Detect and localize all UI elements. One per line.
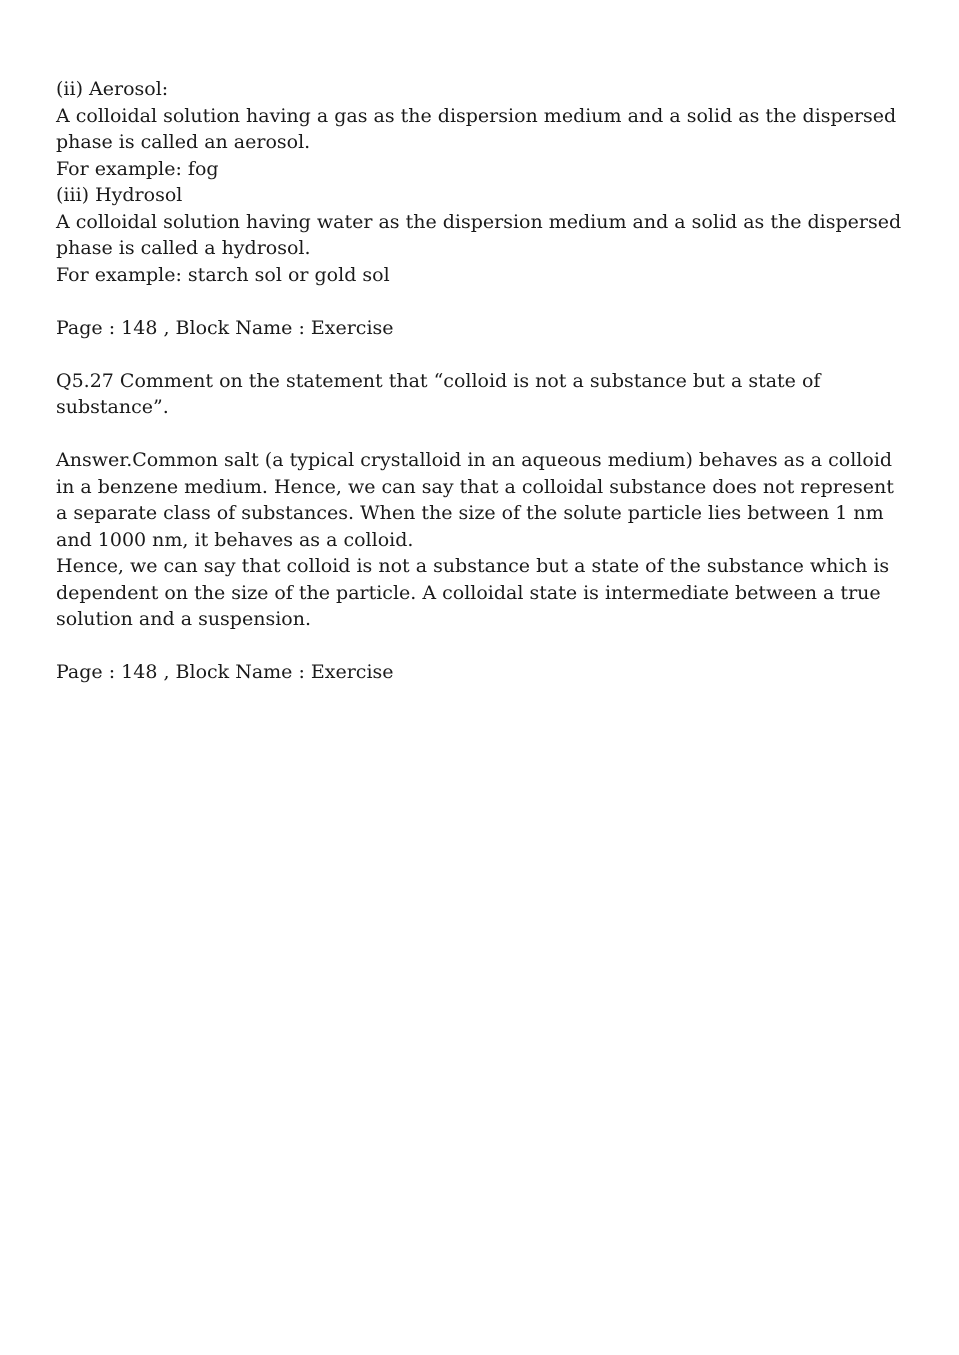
answer-paragraph-2: Hence, we can say that colloid is not a substance but a state of the substance which is dependent on the size of the particle. A colloidal state is intermediate between a true solution and a suspension. <box>56 555 890 630</box>
aerosol-example: For example: fog <box>56 157 219 180</box>
aerosol-heading: (ii) Aerosol: <box>56 78 169 100</box>
aerosol-definition: A colloidal solution having a gas as the dispersion medium and a solid as the dispersed phase is called an aerosol. <box>56 104 897 153</box>
spacer <box>56 341 906 368</box>
document-page <box>56 76 906 686</box>
spacer <box>56 421 906 448</box>
hydrosol-definition: A colloidal solution having water as the dispersion medium and a solid as the dispersed phase is called a hydrosol. <box>56 210 902 259</box>
spacer <box>56 288 906 315</box>
question-text: Q5.27 Comment on the statement that “colloid is not a substance but a state of substance”. <box>56 369 821 418</box>
answer-paragraph-1: Answer.Common salt (a typical crystalloid in an aqueous medium) behaves as a colloid in a benzene medium. Hence, we can say that a colloidal substance does not represent a separate class of substances. When the size of the solute particle lies between 1 nm and 1000 nm, it behaves as a colloid. <box>56 449 894 551</box>
hydrosol-example: For example: starch sol or gold sol <box>56 263 390 286</box>
hydrosol-heading: (iii) Hydrosol <box>56 184 183 206</box>
page-reference-2: Page : 148 , Block Name : Exercise <box>56 661 394 683</box>
page-reference-1: Page : 148 , Block Name : Exercise <box>56 316 394 339</box>
spacer <box>56 633 906 660</box>
